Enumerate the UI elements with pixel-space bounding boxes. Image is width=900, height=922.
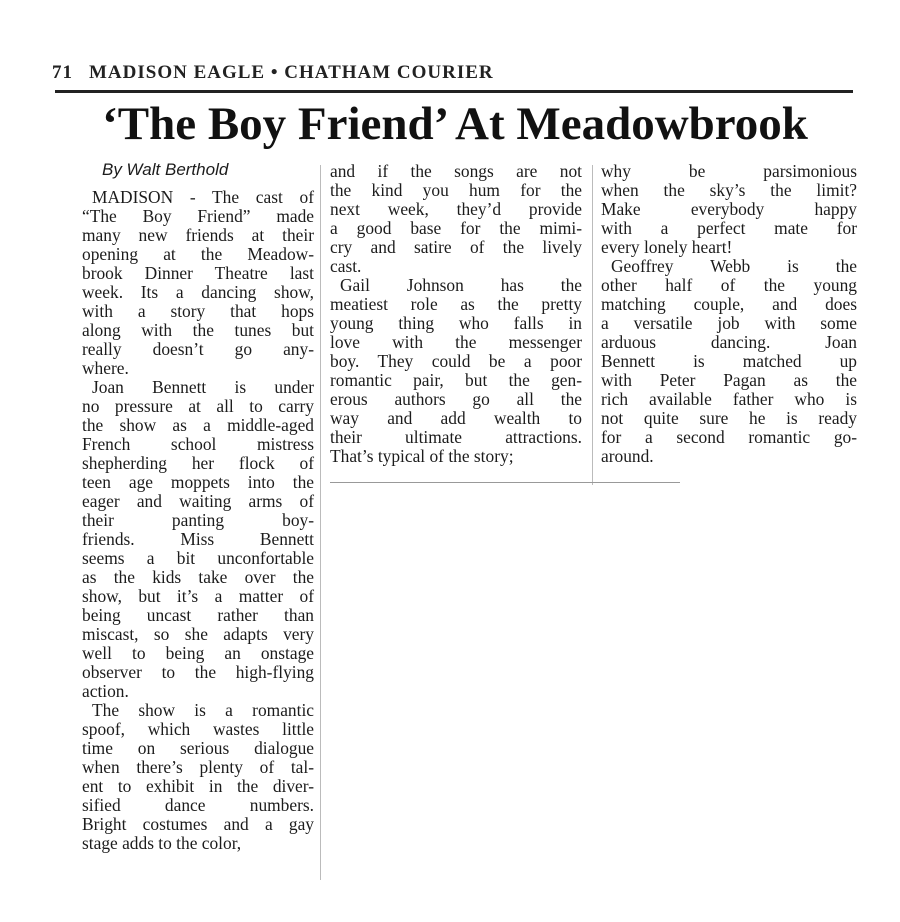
article-line: the kind you hum for the	[330, 180, 582, 200]
article-line: teen age moppets into the	[82, 472, 314, 492]
article-line: romantic pair, but the gen-	[330, 370, 582, 390]
article-line: That’s typical of the story;	[330, 446, 514, 466]
page-number: 71	[52, 62, 73, 83]
article-line: along with the tunes but	[82, 320, 314, 340]
article-line: time on serious dialogue	[82, 738, 314, 758]
article-line: well to being an onstage	[82, 643, 314, 663]
article-line: MADISON - The cast of	[92, 187, 314, 207]
article-line: seems a bit unconfortable	[82, 548, 314, 568]
article-line: when the sky’s the limit?	[601, 180, 857, 200]
article-line: stage adds to the color,	[82, 833, 242, 853]
article-column-1	[82, 160, 314, 853]
byline: By Walt Berthold	[102, 160, 229, 179]
article-line: spoof, which wastes little	[82, 719, 314, 739]
masthead-rule	[55, 90, 853, 93]
article-line: meatiest role as the pretty	[330, 294, 582, 314]
article-line: Bright costumes and a gay	[82, 814, 314, 834]
article-line: Geoffrey Webb is the	[611, 256, 857, 276]
article-line: way and add wealth to	[330, 408, 582, 428]
article-line: French school mistress	[82, 434, 314, 454]
article-line: ent to exhibit in the diver-	[82, 776, 314, 796]
article-line: where.	[82, 358, 129, 378]
article-line: shepherding her flock of	[82, 453, 314, 473]
article-line: Gail Johnson has the	[340, 275, 582, 295]
article-line: friends. Miss Bennett	[82, 529, 314, 549]
article-line: next week, they’d provide	[330, 199, 582, 219]
masthead-title: MADISON EAGLE • CHATHAM COURIER	[89, 62, 494, 83]
article-line: show, but it’s a matter of	[82, 586, 314, 606]
article-line: boy. They could be a poor	[330, 351, 582, 371]
article-line: miscast, so she adapts very	[82, 624, 314, 644]
column-divider	[320, 165, 321, 880]
article-line: Joan Bennett is under	[92, 377, 314, 397]
article-line: as the kids take over the	[82, 567, 314, 587]
article-line: with Peter Pagan as the	[601, 370, 857, 390]
masthead	[52, 62, 582, 86]
article-line: really doesn’t go any-	[82, 339, 314, 359]
article-line: no pressure at all to carry	[82, 396, 314, 416]
article-line: eager and waiting arms of	[82, 491, 314, 511]
article-line: when there’s plenty of tal-	[82, 757, 314, 777]
article-column-3	[601, 162, 857, 466]
article-line: around.	[601, 446, 654, 466]
article-line: young thing who falls in	[330, 313, 582, 333]
article-line: sified dance numbers.	[82, 795, 314, 815]
article-line: week. Its a dancing show,	[82, 282, 314, 302]
article-line: not quite sure he is ready	[601, 408, 857, 428]
article-line: Bennett is matched up	[601, 351, 857, 371]
article-line: many new friends at their	[82, 225, 314, 245]
article-line: opening at the Meadow-	[82, 244, 314, 264]
article-line: cry and satire of the lively	[330, 237, 582, 257]
article-line: “The Boy Friend” made	[82, 206, 314, 226]
article-column-2	[330, 162, 582, 466]
article-line: action.	[82, 681, 129, 701]
article-line: love with the messenger	[330, 332, 582, 352]
article-line: The show is a romantic	[92, 700, 314, 720]
article-line: a versatile job with some	[601, 313, 857, 333]
article-line: Make everybody happy	[601, 199, 857, 219]
article-line: observer to the high-flying	[82, 662, 314, 682]
article-line: cast.	[330, 256, 362, 276]
article-line: other half of the young	[601, 275, 857, 295]
column-end-rule	[330, 482, 680, 483]
article-line: brook Dinner Theatre last	[82, 263, 314, 283]
article-line: why be parsimonious	[601, 161, 857, 181]
article-line: matching couple, and does	[601, 294, 857, 314]
article-line: every lonely heart!	[601, 237, 733, 257]
article-line: with a story that hops	[82, 301, 314, 321]
article-line: their ultimate attractions.	[330, 427, 582, 447]
article-line: their panting boy-	[82, 510, 314, 530]
article-line: being uncast rather than	[82, 605, 314, 625]
article-line: a good base for the mimi-	[330, 218, 582, 238]
article-line: erous authors go all the	[330, 389, 582, 409]
headline: ‘The Boy Friend’ At Meadowbrook	[102, 98, 808, 150]
article-line: and if the songs are not	[330, 161, 582, 181]
article-line: the show as a middle-aged	[82, 415, 314, 435]
article-line: for a second romantic go-	[601, 427, 857, 447]
article-line: with a perfect mate for	[601, 218, 857, 238]
column-divider	[592, 165, 593, 485]
article-line: arduous dancing. Joan	[601, 332, 857, 352]
article-line: rich available father who is	[601, 389, 857, 409]
